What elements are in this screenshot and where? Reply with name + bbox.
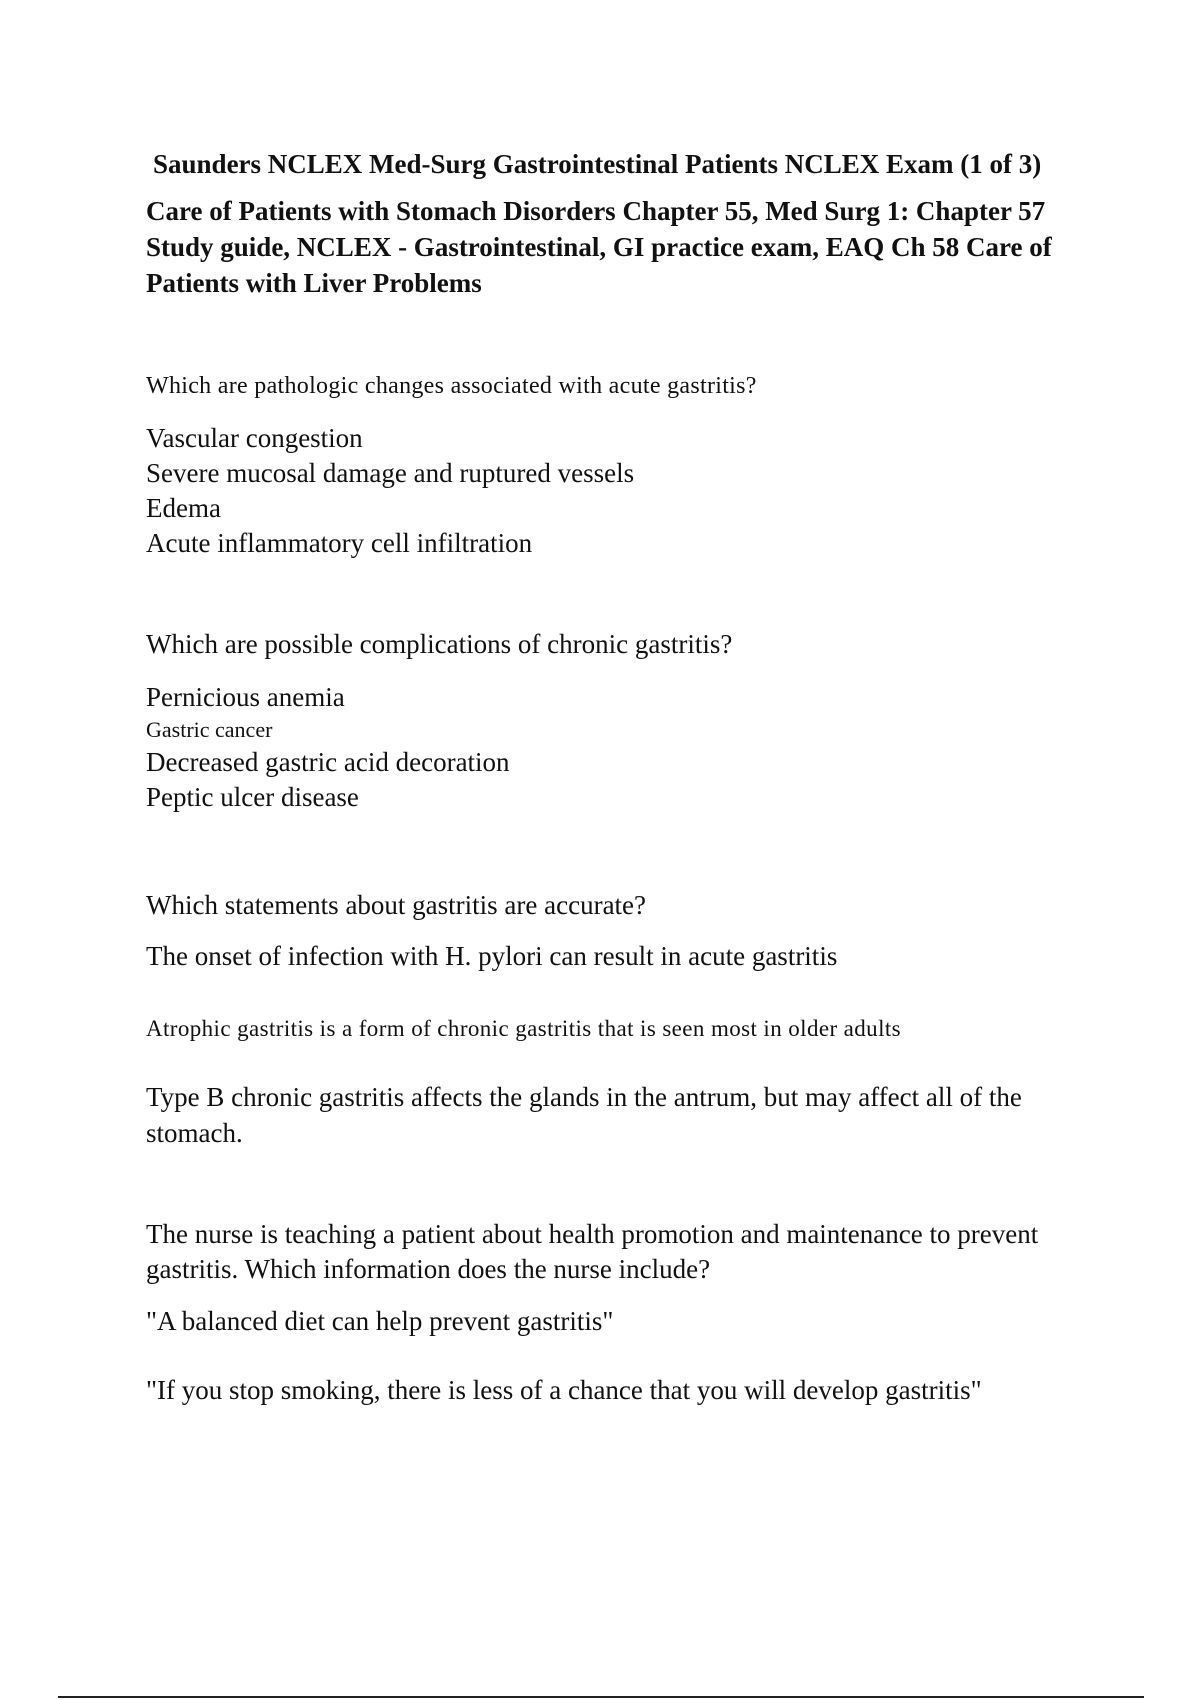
statement-4-1: "A balanced diet can help prevent gastritis" bbox=[146, 1306, 614, 1336]
answer-list-2 bbox=[146, 680, 1096, 815]
answer-list-1 bbox=[146, 421, 1096, 561]
statement-4-2: "If you stop smoking, there is less of a chance that you will develop gastritis" bbox=[146, 1375, 982, 1405]
answer-2-2: Gastric cancer bbox=[146, 717, 273, 742]
answer-2-4: Peptic ulcer disease bbox=[146, 782, 359, 812]
statement-3-1: The onset of infection with H. pylori can result in acute gastritis bbox=[146, 941, 838, 971]
question-4: The nurse is teaching a patient about health promotion and maintenance to prevent gastritis. Which information does the nurse include? bbox=[146, 1219, 1039, 1284]
document-subtitle: Care of Patients with Stomach Disorders Chapter 55, Med Surg 1: Chapter 57 Study guide, NCLEX - Gastrointestinal, GI practice exam, EAQ Ch 58 Care of Patients with Liver Problems bbox=[146, 196, 1052, 298]
answer-2-3: Decreased gastric acid decoration bbox=[146, 747, 510, 777]
answer-2-1: Pernicious anemia bbox=[146, 682, 345, 712]
document-title: Saunders NCLEX Med-Surg Gastrointestinal Patients NCLEX Exam (1 of 3) bbox=[153, 149, 1042, 179]
question-3: Which statements about gastritis are accurate? bbox=[146, 890, 647, 920]
question-1: Which are pathologic changes associated with acute gastritis? bbox=[146, 373, 757, 399]
answer-1-3: Edema bbox=[146, 493, 221, 523]
question-2: Which are possible complications of chronic gastritis? bbox=[146, 629, 733, 659]
statement-3-3: Type B chronic gastritis affects the glands in the antrum, but may affect all of the stomach. bbox=[146, 1082, 1022, 1148]
answer-1-2: Severe mucosal damage and ruptured vessels bbox=[146, 458, 635, 488]
answer-1-1: Vascular congestion bbox=[146, 423, 363, 453]
statement-3-2: Atrophic gastritis is a form of chronic gastritis that is seen most in older adults bbox=[146, 1016, 902, 1041]
footer-rule bbox=[58, 1696, 1144, 1698]
answer-1-4: Acute inflammatory cell infiltration bbox=[146, 528, 533, 558]
